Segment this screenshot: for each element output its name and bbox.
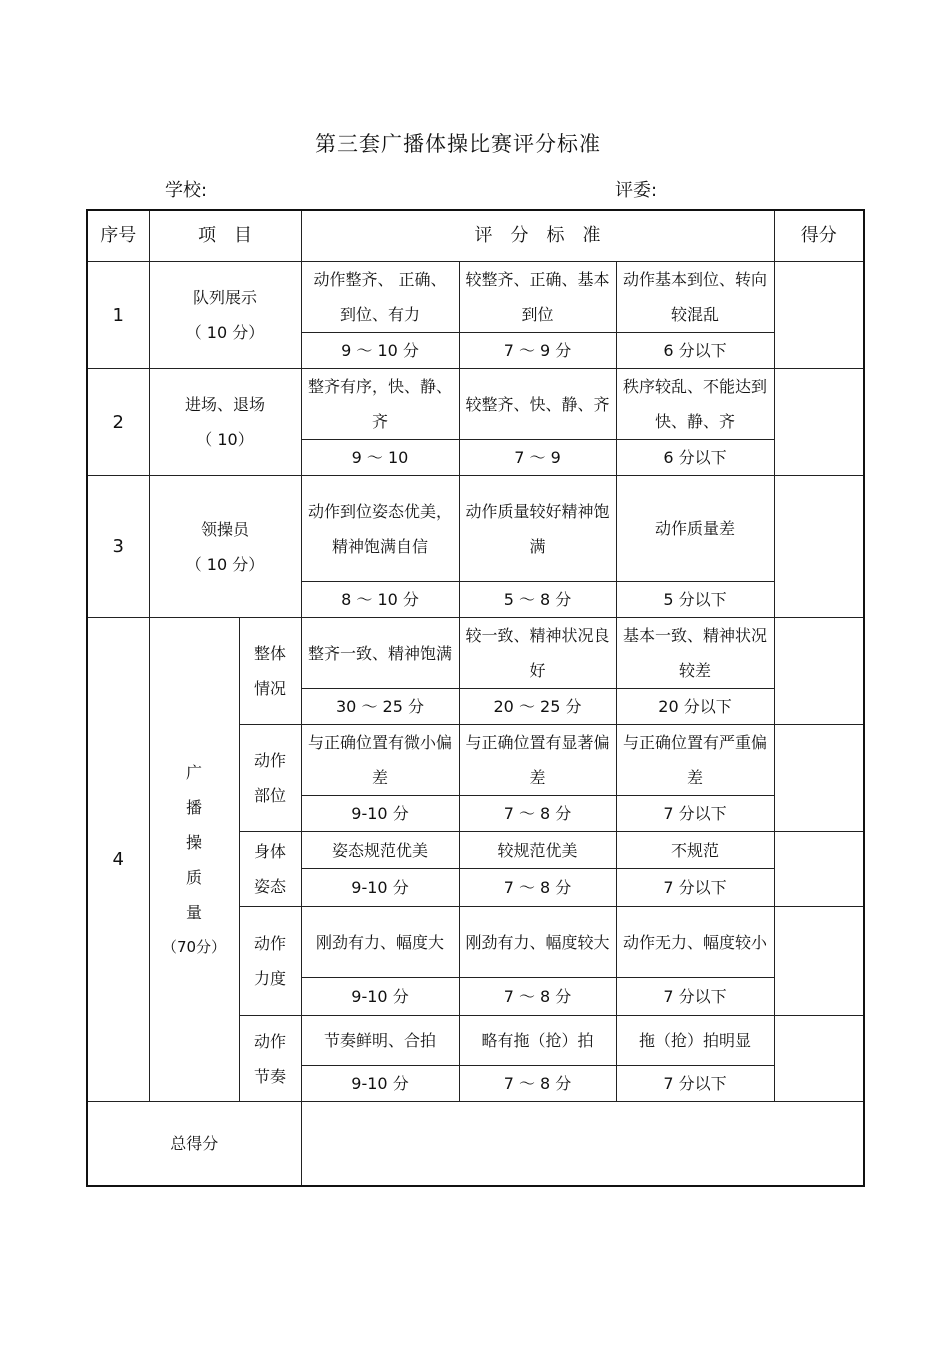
table-row <box>87 262 864 333</box>
sub-item-name: 整体情况 <box>239 618 301 725</box>
table-row <box>87 476 864 582</box>
criteria-cell: 动作基本到位、转向较混乱 <box>616 262 774 333</box>
score-cell[interactable] <box>774 1016 864 1102</box>
criteria-cell: 较一致、精神状况良好 <box>459 618 616 689</box>
criteria-cell: 动作质量较好精神饱满 <box>459 476 616 582</box>
score-range: 5 分以下 <box>616 582 774 618</box>
criteria-cell: 秩序较乱、不能达到快、静、齐 <box>616 369 774 440</box>
criteria-cell: 较整齐、正确、基本到位 <box>459 262 616 333</box>
item-cell <box>149 618 239 1102</box>
score-range: 7 分以下 <box>616 978 774 1016</box>
criteria-cell: 拖（抢）拍明显 <box>616 1016 774 1066</box>
item-name: 队列展示 <box>192 288 257 307</box>
table-row <box>87 369 864 440</box>
criteria-cell: 略有拖（抢）拍 <box>459 1016 616 1066</box>
score-range: 7 分以下 <box>616 1066 774 1102</box>
item-points: （ 10 分） <box>185 323 265 342</box>
row-no: 4 <box>87 618 149 1102</box>
score-cell[interactable] <box>774 907 864 1016</box>
score-range: 6 分以下 <box>616 333 774 369</box>
header-no: 序号 <box>87 210 149 262</box>
score-range: 7 分以下 <box>616 869 774 907</box>
score-cell[interactable] <box>774 476 864 618</box>
row-no: 1 <box>87 262 149 369</box>
score-range: 20 ～ 25 分 <box>459 689 616 725</box>
score-range: 9-10 分 <box>301 796 459 832</box>
criteria-cell: 与正确位置有微小偏差 <box>301 725 459 796</box>
score-range: 9 ～ 10 分 <box>301 333 459 369</box>
score-range: 5 ～ 8 分 <box>459 582 616 618</box>
score-range: 7 ～ 9 分 <box>459 333 616 369</box>
criteria-cell: 较规范优美 <box>459 832 616 869</box>
page-title: 第三套广播体操比赛评分标准 <box>315 132 601 156</box>
item-points: （70分） <box>161 937 227 956</box>
header-item: 项 目 <box>149 210 301 262</box>
criteria-cell: 动作无力、幅度较小 <box>616 907 774 978</box>
score-range: 8 ～ 10 分 <box>301 582 459 618</box>
score-cell[interactable] <box>774 725 864 832</box>
row-no: 2 <box>87 369 149 476</box>
score-range: 7 ～ 8 分 <box>459 1066 616 1102</box>
criteria-cell: 刚劲有力、幅度大 <box>301 907 459 978</box>
score-range: 9-10 分 <box>301 869 459 907</box>
sub-item-name: 动作力度 <box>239 907 301 1016</box>
item-cell <box>149 476 301 618</box>
scoring-table <box>86 209 865 1187</box>
criteria-cell: 较整齐、快、静、齐 <box>459 369 616 440</box>
criteria-cell: 整齐一致、精神饱满 <box>301 618 459 689</box>
score-range: 9-10 分 <box>301 978 459 1016</box>
criteria-cell: 刚劲有力、幅度较大 <box>459 907 616 978</box>
table-row <box>87 618 864 689</box>
score-range: 6 分以下 <box>616 440 774 476</box>
item-cell <box>149 262 301 369</box>
item-name: 进场、退场 <box>184 395 265 414</box>
criteria-cell: 动作到位姿态优美，精神饱满自信 <box>301 476 459 582</box>
criteria-cell: 与正确位置有显著偏差 <box>459 725 616 796</box>
header-score: 得分 <box>774 210 864 262</box>
score-range: 7 分以下 <box>616 796 774 832</box>
total-score-cell[interactable] <box>301 1102 864 1186</box>
criteria-cell: 动作质量差 <box>616 476 774 582</box>
school-label: 学校: <box>165 180 208 201</box>
sub-item-name: 动作部位 <box>239 725 301 832</box>
total-row <box>87 1102 864 1186</box>
criteria-cell: 整齐有序，快、静、齐 <box>301 369 459 440</box>
score-range: 7 ～ 8 分 <box>459 978 616 1016</box>
item-name: 领操员 <box>200 519 249 539</box>
header-criteria: 评 分 标 准 <box>301 210 774 262</box>
score-range: 7 ～ 9 <box>459 440 616 476</box>
score-range: 30 ～ 25 分 <box>301 689 459 725</box>
criteria-cell: 动作整齐、 正确、到位、有力 <box>301 262 459 333</box>
sub-item-name: 动作节奏 <box>239 1016 301 1102</box>
item-points: （ 10） <box>196 430 254 449</box>
sub-item-name: 身体姿态 <box>239 832 301 907</box>
score-cell[interactable] <box>774 832 864 907</box>
score-range: 7 ～ 8 分 <box>459 796 616 832</box>
score-cell[interactable] <box>774 262 864 369</box>
total-label: 总得分 <box>87 1102 301 1186</box>
score-cell[interactable] <box>774 369 864 476</box>
criteria-cell: 不规范 <box>616 832 774 869</box>
score-range: 20 分以下 <box>616 689 774 725</box>
item-points: （ 10 分） <box>185 554 265 574</box>
score-range: 9-10 分 <box>301 1066 459 1102</box>
criteria-cell: 节奏鲜明、合拍 <box>301 1016 459 1066</box>
score-range: 9 ～ 10 <box>301 440 459 476</box>
score-cell[interactable] <box>774 618 864 725</box>
criteria-cell: 基本一致、精神状况较差 <box>616 618 774 689</box>
criteria-cell: 姿态规范优美 <box>301 832 459 869</box>
criteria-cell: 与正确位置有严重偏差 <box>616 725 774 796</box>
header-row <box>87 210 864 262</box>
judge-label: 评委: <box>615 180 658 201</box>
row-no: 3 <box>87 476 149 618</box>
item-cell <box>149 369 301 476</box>
score-range: 7 ～ 8 分 <box>459 869 616 907</box>
item-name-vertical: 广播操质量 <box>185 762 202 922</box>
